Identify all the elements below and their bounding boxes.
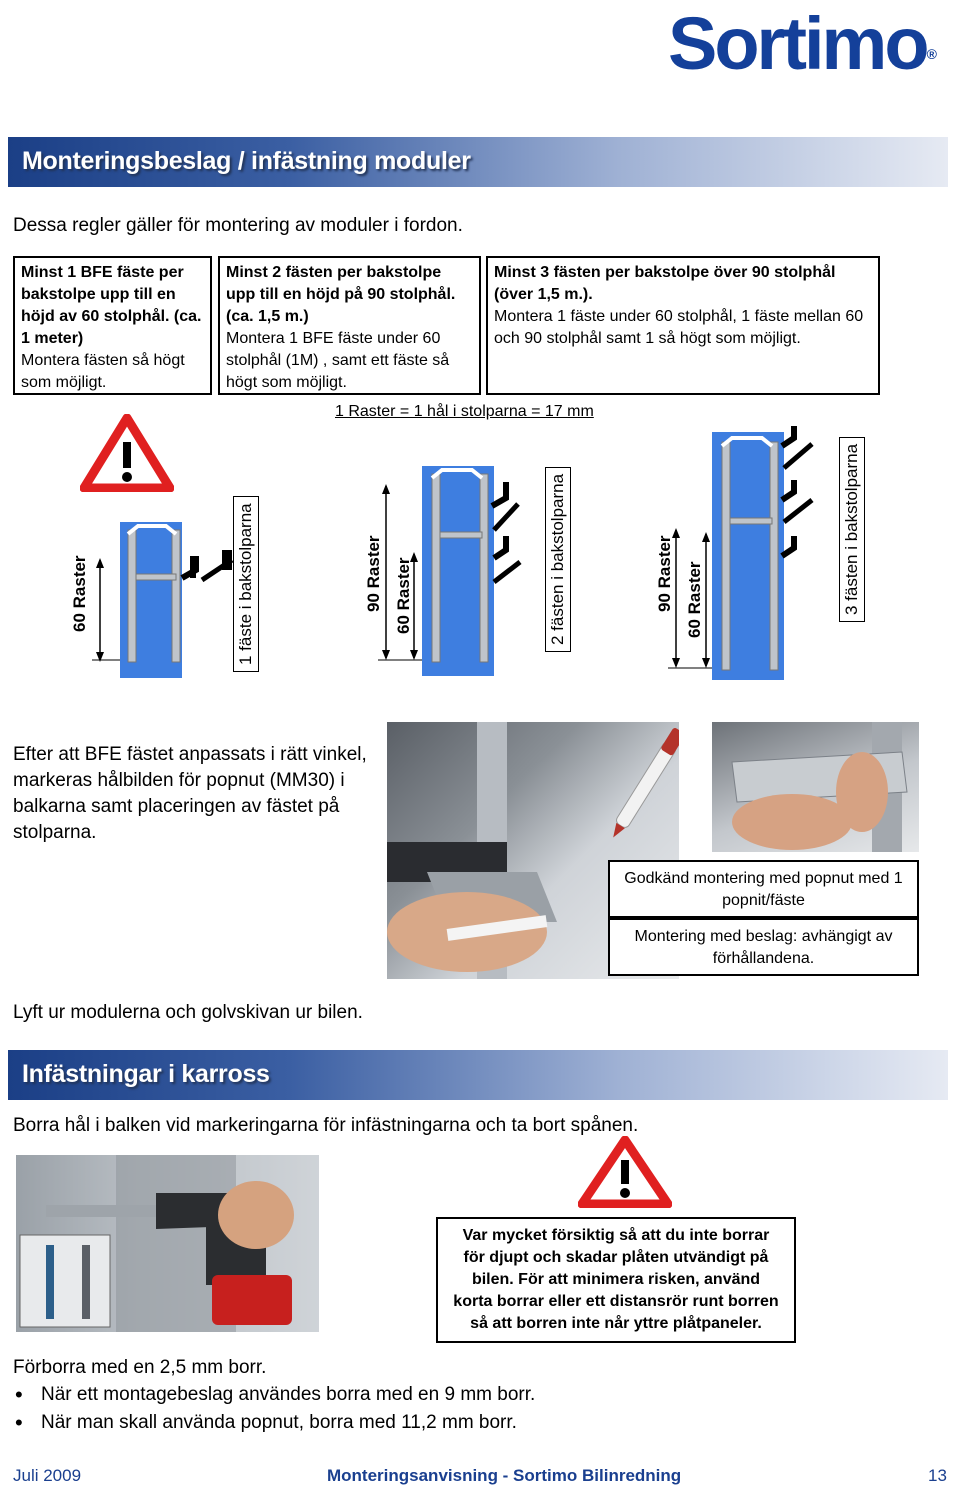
- section-header-monteringsbeslag: [8, 137, 948, 187]
- rule-box-2-bold: Minst 2 fästen per bakstolpe upp till en höjd på 90 stolphål. (ca. 1,5 m.): [226, 264, 456, 325]
- diagram-1-caption: 1 fäste i bakstolparna: [233, 496, 259, 672]
- rule-box-2: [218, 256, 481, 395]
- photo-bracket-hand: [712, 722, 919, 852]
- intro-text: Dessa regler gäller för montering av moduler i fordon.: [13, 215, 463, 236]
- marking-text: Efter att BFE fästet anpassats i rätt vinkel, markeras hålbilden för popnut (MM30) i balkarna samt placeringen av fästet på stolparna.: [13, 744, 367, 843]
- photo-bracket-scene: [712, 722, 919, 852]
- section-header-infastningar: [8, 1050, 948, 1100]
- rule-box-1: [13, 256, 212, 395]
- diagram-2-caption: 2 fästen i bakstolparna: [545, 467, 571, 652]
- diagram-3-dim-60: 60 Raster: [685, 561, 704, 638]
- sortimo-logo: Sortimo®: [668, 2, 937, 85]
- diagram-2-dim-60: 60 Raster: [394, 557, 413, 634]
- drill-size-list: [13, 1381, 713, 1437]
- drill-warning-box: Var mycket försiktig så att du inte borrar för djupt och skadar plåten utvändigt på bilen. För att minimera risken, använd korta borrar eller ett distansrör runt borren så att borren inte når yttre plåtpaneler.: [436, 1217, 796, 1343]
- list-item: • När ett montagebeslag användes borra med en 9 mm borr.: [13, 1381, 713, 1409]
- predrill-text: Förborra med en 2,5 mm borr.: [13, 1357, 267, 1378]
- drill-text: Borra hål i balken vid markeringarna för infästningarna och ta bort spånen.: [13, 1115, 639, 1136]
- list-item: • När man skall använda popnut, borra med 11,2 mm borr.: [13, 1409, 713, 1437]
- lift-text: Lyft ur modulerna och golvskivan ur bilen.: [13, 1002, 363, 1023]
- diagram-3-drawing: [662, 426, 862, 682]
- section-title: Monteringsbeslag / infästning moduler: [22, 147, 471, 175]
- beslag-box: Montering med beslag: avhängigt av förhållandena.: [608, 918, 919, 976]
- diagram-3-dim-90: 90 Raster: [655, 535, 674, 612]
- photo-drill-scene: [16, 1155, 319, 1332]
- footer-title: Monteringsanvisning - Sortimo Bilinredning: [327, 1466, 682, 1485]
- rule-box-3-bold: Minst 3 fästen per bakstolpe över 90 stolphål (över 1,5 m.).: [494, 264, 836, 303]
- footer-page-number: 13: [928, 1466, 947, 1485]
- raster-note: 1 Raster = 1 hål i stolparna = 17 mm: [335, 403, 594, 420]
- diagram-1-dim-label: 60 Raster: [70, 555, 89, 632]
- popnut-box: Godkänd montering med popnut med 1 popnit/fäste: [608, 860, 919, 918]
- diagram-3-caption: 3 fästen i bakstolparna: [839, 437, 865, 622]
- warning-triangle-icon: [80, 414, 174, 492]
- rule-box-2-text: Montera 1 BFE fäste under 60 stolphål (1M) , samt ett fäste så högt som möjligt.: [226, 330, 450, 391]
- rule-box-3: [486, 256, 880, 395]
- warning-triangle-icon-2: [578, 1136, 672, 1208]
- footer-date: Juli 2009: [13, 1466, 82, 1485]
- diagram-2-dim-90: 90 Raster: [364, 535, 383, 612]
- rule-box-3-text: Montera 1 fäste under 60 stolphål, 1 fäste mellan 60 och 90 stolphål samt 1 så högt som möjligt.: [494, 308, 864, 347]
- photo-drill: [16, 1155, 319, 1332]
- rule-box-1-bold: Minst 1 BFE fäste per bakstolpe upp till en höjd av 60 stolphål. (ca. 1 meter): [21, 264, 202, 347]
- section2-title: Infästningar i karross: [22, 1060, 270, 1088]
- rule-box-1-text: Montera fästen så högt som möjligt.: [21, 352, 185, 391]
